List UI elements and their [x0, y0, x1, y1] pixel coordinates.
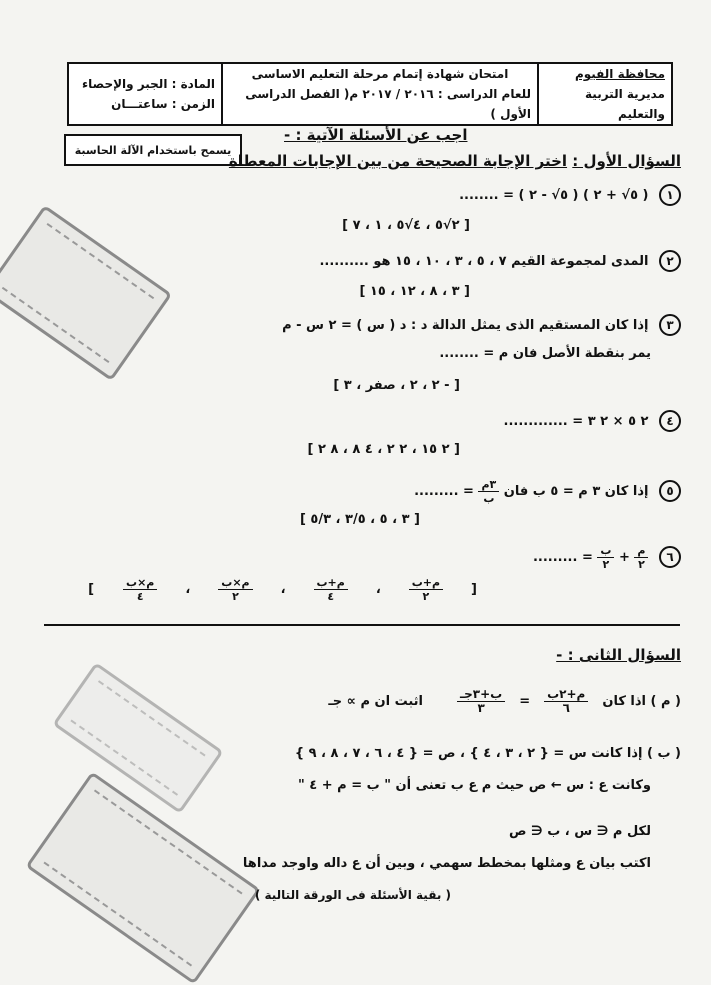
- numerator: م×ب: [218, 576, 252, 590]
- bracket-close: ]: [88, 582, 96, 597]
- item-number: ٦: [659, 546, 681, 568]
- item-text-end: = .........: [414, 484, 474, 499]
- q1-item-3: [282, 314, 681, 336]
- directorate: مديرية التربية والتعليم: [585, 87, 665, 121]
- numerator: م: [634, 544, 648, 558]
- q1-options-2: [ ٣ ، ٨ ، ١٢ ، ١٥ ]: [359, 284, 470, 299]
- equals-sign: =: [519, 694, 531, 709]
- denominator: ٣: [477, 701, 485, 715]
- q1-options-3: [ - ٢ ، ٢ ، صفر ، ٣ ]: [333, 378, 460, 393]
- separator: ،: [185, 582, 191, 597]
- q2-title: السؤال الثانى : -: [556, 646, 681, 664]
- numerator: ب+٣جـ: [457, 688, 505, 702]
- denominator: ٤: [327, 590, 335, 603]
- option-frac: [218, 576, 252, 603]
- numerator: م×ب: [123, 576, 157, 590]
- q1-options-4: [ ٢ ١٥ ، ٢ ٢ ، ٤ ٨ ، ٨ ٢ ]: [307, 442, 460, 457]
- separator: ،: [375, 582, 381, 597]
- q1-item-2: [319, 250, 681, 272]
- separator: ،: [280, 582, 286, 597]
- denominator: ٢: [638, 558, 645, 571]
- numerator: م+ب: [409, 576, 443, 590]
- fraction-1: [544, 688, 588, 715]
- denominator: ب: [483, 492, 495, 505]
- option-frac: [409, 576, 443, 603]
- q2-part-b-line2: وكانت ع : س ← ص حيث م ع ب تعنى أن " ب = م + ٤ ": [297, 778, 651, 793]
- item-text: المدى لمجموعة القيم ٧ ، ٥ ، ٣ ، ١٠ ، ١٥ هو ..........: [319, 254, 649, 269]
- subject: المادة : الجبر والإحصاء: [82, 77, 215, 91]
- numerator: م+ب: [314, 576, 348, 590]
- item-text: إذا كان المستقيم الذى يمثل الدالة د : د ( س ) = ٢ س - م: [282, 318, 649, 333]
- exam-year: للعام الدراسى : ٢٠١٦ / ٢٠١٧ م( الفصل الدراسى الأول ): [245, 87, 531, 121]
- denominator: ٢: [602, 558, 610, 571]
- exam-title: امتحان شهادة إتمام مرحلة التعليم الاساسى: [251, 67, 509, 81]
- option-frac: [123, 576, 157, 603]
- q1-item-5: [414, 478, 681, 505]
- q2-part-b-line1: ( ب ) إذا كانت س = { ٢ ، ٣ ، ٤ } ، ص = { ٤ ، ٦ ، ٧ ، ٨ ، ٩ }: [294, 746, 681, 761]
- time: الزمن : ساعتـــان: [111, 97, 215, 111]
- calculator-note: يسمح باستخدام الآلة الحاسبة: [64, 134, 242, 166]
- denominator: ٦: [562, 701, 570, 715]
- instruction: اجب عن الأسئلة الآتية : -: [284, 126, 468, 144]
- item-number: ٢: [659, 250, 681, 272]
- q2-part-a: [328, 688, 681, 715]
- item-number: ٥: [659, 480, 681, 502]
- q1-item-1: [459, 184, 681, 206]
- fraction-a: [634, 544, 648, 571]
- fraction-2: [457, 688, 505, 715]
- numerator: ٣م: [478, 478, 499, 492]
- numerator: م+٢ب: [544, 688, 588, 702]
- denominator: ٢: [232, 590, 239, 603]
- item-text: ٢ ٥ × ٢ ٣ = .............: [503, 414, 649, 429]
- stamp-bottom: [25, 771, 260, 984]
- item-text-end: = .........: [532, 550, 593, 565]
- q1-options-1: [ ٢√٥ ، ٤√٥ ، ١ ، ٧ ]: [342, 218, 470, 233]
- q1-title: السؤال الأول :: [572, 152, 681, 170]
- q2-part-b-line4: اكتب بيان ع ومثلها بمخطط سهمي ، وبين أن ع داله واوجد مداها: [242, 856, 651, 871]
- fraction-b: [597, 544, 614, 571]
- denominator: ٢: [422, 590, 430, 603]
- item-text: ( ٥√ + ٢ ) ( ٥√ - ٢ ) = ........: [459, 188, 649, 203]
- q1-prompt: اختر الإجابة الصحيحة من بين الإجابات المعطاة: [228, 152, 568, 170]
- plus-sign: +: [618, 550, 630, 565]
- part-a-label: ( م ) اذا كان: [602, 694, 681, 709]
- bracket-open: [: [471, 582, 478, 597]
- denominator: ٤: [136, 590, 144, 603]
- section-divider: [44, 624, 680, 626]
- item-text: إذا كان ٣ م = ٥ ب فان: [503, 484, 649, 499]
- governorate: محافظة الفيوم: [574, 67, 665, 81]
- prove-text: اثبت ان م ∝ جـ: [328, 694, 423, 709]
- numerator: ب: [597, 544, 614, 558]
- q1-item-3-cont: يمر بنقطة الأصل فان م = ........: [439, 346, 651, 361]
- item-number: ٣: [659, 314, 681, 336]
- q1-item-4: [504, 410, 681, 432]
- item-number: ٤: [659, 410, 681, 432]
- q1-options-6: [88, 576, 478, 603]
- continued-note: ( بقية الأسئلة فى الورقة التالية ): [254, 888, 451, 902]
- q1-options-5: [ ٣ ، ٥ ، ٣/٥ ، ٥/٣ ]: [299, 512, 420, 527]
- fraction: [478, 478, 499, 505]
- option-frac: [314, 576, 348, 603]
- item-number: ١: [659, 184, 681, 206]
- q1-header: [229, 152, 681, 170]
- q1-item-6: [533, 544, 681, 571]
- exam-header: [67, 62, 673, 126]
- q2-part-b-line3: لكل م ∈ س ، ب ∈ ص: [509, 824, 651, 839]
